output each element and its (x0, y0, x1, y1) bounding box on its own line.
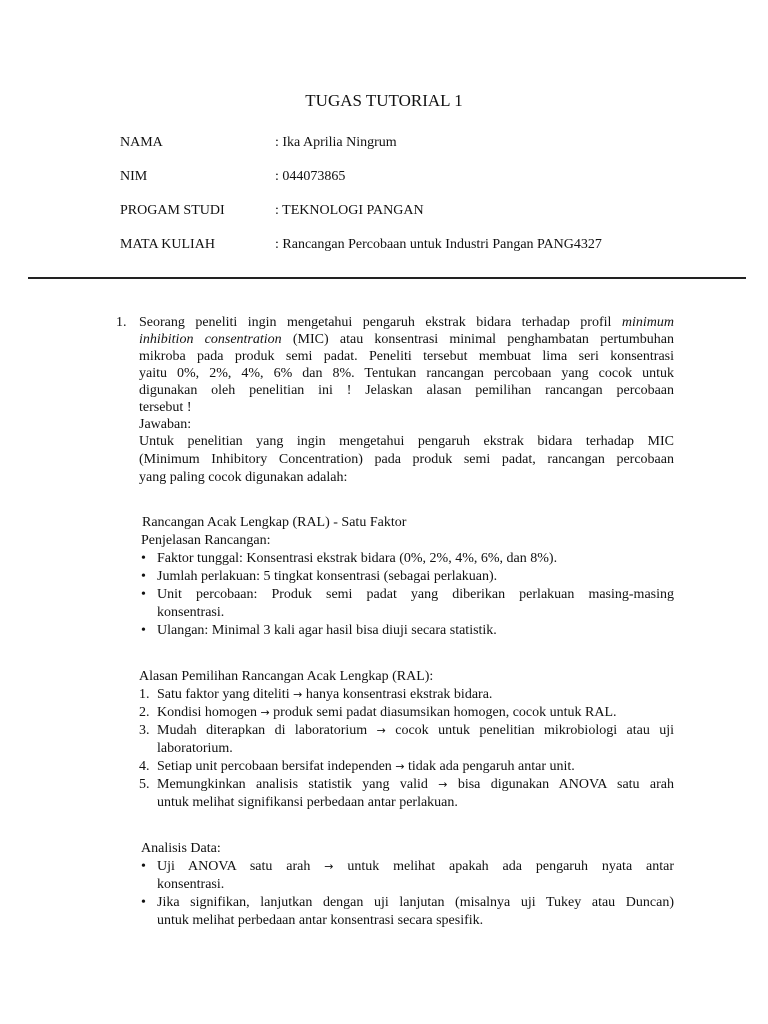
reasons-title: Alasan Pemilihan Rancangan Acak Lengkap (RAL): (139, 669, 434, 684)
analysis-text: Jika signifikan, lanjutkan dengan uji lanjutan (misalnya uji Tukey atau Duncan) (157, 895, 674, 910)
arrow-icon: → (293, 688, 303, 701)
list-number: 2. (139, 705, 150, 720)
list-number: 3. (139, 723, 150, 738)
bullet-icon: • (141, 623, 146, 638)
list-item (139, 776, 674, 812)
question-line: Seorang peneliti ingin mengetahui pengaruh ekstrak bidara terhadap profil (139, 315, 612, 330)
question-text (139, 314, 674, 433)
list-item (139, 758, 674, 776)
list-number: 4. (139, 759, 150, 774)
field-value: : TEKNOLOGI PANGAN (275, 203, 424, 218)
reasons-list (139, 686, 674, 812)
field-value: : Ika Aprilia Ningrum (275, 135, 397, 150)
question-line-italic: minimum (621, 315, 675, 330)
list-number: 1. (139, 687, 150, 702)
bullet-icon: • (141, 859, 146, 874)
design-points-list (139, 550, 674, 640)
list-item-text: konsentrasi. (157, 605, 225, 620)
header-divider (28, 277, 746, 279)
arrow-icon: → (395, 760, 405, 773)
analysis-text: Uji ANOVA satu arah (157, 859, 311, 874)
field-label: MATA KULIAH (120, 237, 215, 252)
list-item-text: Faktor tunggal: Konsentrasi ekstrak bidara (0%, 2%, 4%, 6%, dan 8%). (157, 551, 558, 566)
reason-text: Memungkinkan analisis statistik yang valid (157, 777, 428, 792)
field-label: NIM (120, 169, 148, 184)
field-value: : 044073865 (275, 169, 346, 184)
bullet-icon: • (141, 587, 146, 602)
field-label: NAMA (120, 135, 163, 150)
list-item (139, 550, 674, 568)
reason-text: Satu faktor yang diteliti (157, 687, 290, 702)
design-title: Rancangan Acak Lengkap (RAL) - Satu Faktor (142, 515, 407, 530)
analysis-text: konsentrasi. (157, 877, 225, 892)
answer-intro-line: Untuk penelitian yang ingin mengetahui pengaruh ekstrak bidara terhadap MIC (139, 434, 674, 449)
list-item-text: Unit percobaan: Produk semi padat yang diberikan perlakuan masing-masing (157, 587, 674, 602)
reason-text: bisa digunakan ANOVA satu arah (457, 777, 675, 792)
list-item-text: Ulangan: Minimal 3 kali agar hasil bisa diuji secara statistik. (157, 623, 497, 638)
question-line-italic: inhibition consentration (139, 332, 282, 347)
reason-text: Mudah diterapkan di laboratorium (157, 723, 368, 738)
bullet-icon: • (141, 895, 146, 910)
field-value: : Rancangan Percobaan untuk Industri Pangan PANG4327 (275, 237, 602, 252)
analysis-list (139, 858, 674, 930)
analysis-title: Analisis Data: (141, 841, 221, 856)
list-item (139, 704, 674, 722)
reason-text: produk semi padat diasumsikan homogen, cocok untuk RAL. (273, 705, 617, 720)
answer-label: Jawaban: (139, 417, 192, 432)
list-item (139, 722, 674, 758)
question-line: tersebut ! (139, 400, 192, 415)
arrow-icon: → (324, 860, 334, 873)
bullet-icon: • (141, 551, 146, 566)
reason-text: laboratorium. (157, 741, 233, 756)
arrow-icon: → (260, 706, 270, 719)
list-item (139, 858, 674, 894)
question-line: (MIC) atau konsentrasi minimal penghambatan pertumbuhan (292, 332, 674, 347)
answer-intro (139, 433, 674, 487)
reason-text: Setiap unit percobaan bersifat independen (157, 759, 392, 774)
reason-text: untuk melihat signifikansi perbedaan antar perlakuan. (157, 795, 458, 810)
reason-text: Kondisi homogen (157, 705, 257, 720)
list-item (139, 622, 674, 640)
bullet-icon: • (141, 569, 146, 584)
arrow-icon: → (438, 778, 448, 791)
question-line: yaitu 0%, 2%, 4%, 6% dan 8%. Tentukan rancangan percobaan yang cocok untuk (139, 366, 674, 381)
reason-text: cocok untuk penelitian mikrobiologi atau uji (395, 723, 675, 738)
answer-intro-line: yang paling cocok digunakan adalah: (139, 470, 348, 485)
list-item (139, 586, 674, 622)
field-label: PROGAM STUDI (120, 203, 225, 218)
design-explanation-label: Penjelasan Rancangan: (141, 533, 271, 548)
question-number: 1. (116, 315, 127, 330)
document-title: TUGAS TUTORIAL 1 (305, 91, 463, 110)
analysis-text: untuk melihat perbedaan antar konsentrasi secara spesifik. (157, 913, 484, 928)
question-line: digunakan oleh penelitian ini ! Jelaskan alasan pemilihan rancangan percobaan (139, 383, 674, 398)
list-item-text: Jumlah perlakuan: 5 tingkat konsentrasi (sebagai perlakuan). (157, 569, 498, 584)
arrow-icon: → (376, 724, 386, 737)
list-item (139, 686, 674, 704)
list-number: 5. (139, 777, 150, 792)
answer-intro-line: (Minimum Inhibitory Concentration) pada produk semi padat, rancangan percobaan (139, 452, 674, 467)
list-item (139, 568, 674, 586)
reason-text: tidak ada pengaruh antar unit. (408, 759, 575, 774)
list-item (139, 894, 674, 930)
reason-text: hanya konsentrasi ekstrak bidara. (305, 687, 493, 702)
analysis-text: untuk melihat apakah ada pengaruh nyata antar (347, 859, 675, 874)
question-line: mikroba pada produk semi padat. Peneliti tersebut membuat lima seri konsentrasi (139, 349, 674, 364)
